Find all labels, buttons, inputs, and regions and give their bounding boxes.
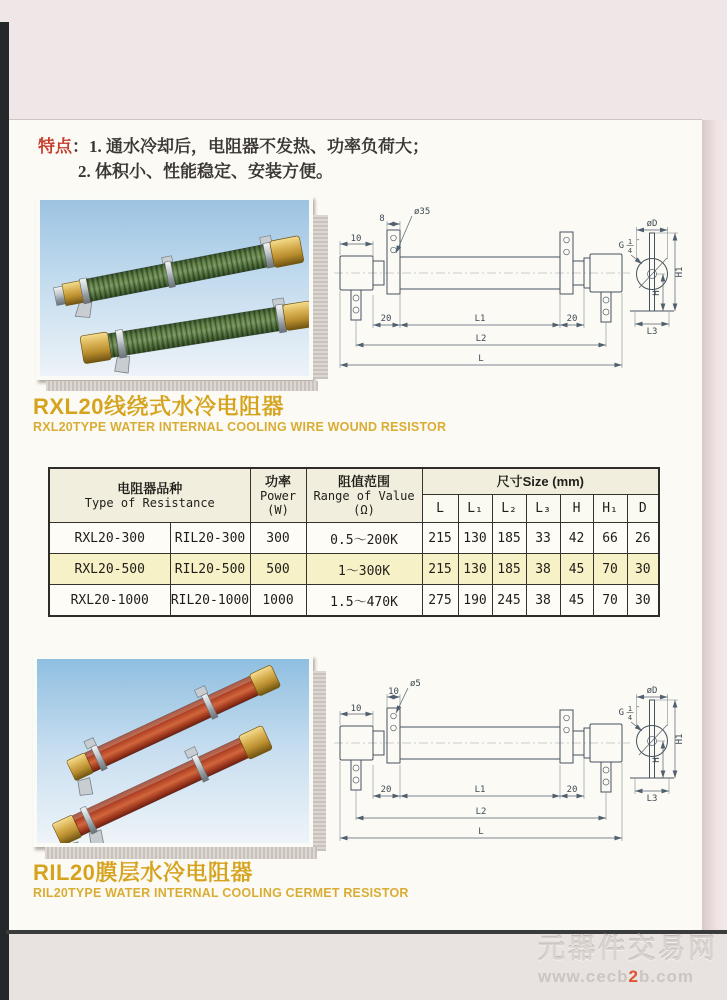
col-header-range: 阻值范围 Range of Value (Ω): [306, 468, 422, 523]
dim-l3-label: L3: [646, 327, 658, 337]
thread-unit: ″: [636, 705, 641, 713]
dim-sided-label: øD: [646, 686, 658, 696]
col-header-H: H: [560, 495, 593, 523]
col-header-D: D: [627, 495, 659, 523]
section2-title-en: RIL20TYPE WATER INTERNAL COOLING CERMET RESISTOR: [33, 886, 409, 900]
dim-20l-label: 20: [380, 785, 392, 795]
dim-cap-label: 10: [350, 704, 362, 714]
watermark-text: 元器件交易网: [538, 934, 718, 964]
dim-l1-label: L1: [474, 785, 486, 795]
features-label: 特点: [38, 137, 72, 156]
dim-l1-label: L1: [474, 314, 486, 324]
table-row: RXL20-300 RIL20-300 300 0.5～200K 215 130 185 33 42 66 26: [49, 523, 659, 554]
dim-clamp-label: 8: [379, 214, 385, 224]
section2-title-zh: RIL20膜层水冷电阻器: [33, 860, 253, 885]
drawing-ril20: [330, 656, 692, 846]
features-text1: 1. 通水冷却后，电阻器不发热、功率负荷大；: [89, 137, 429, 156]
table-row: RXL20-1000 RIL20-1000 1000 1.5～470K 275 190 245 38 45 70 30: [49, 585, 659, 617]
watermark: [538, 936, 718, 985]
thread-den: 4: [627, 247, 633, 255]
photo-wire-wound-resistors: [36, 196, 313, 380]
dim-l-label: L: [478, 354, 484, 364]
table-row: RXL20-500 RIL20-500 500 1～300K 215 130 185 38 45 70 30: [49, 554, 659, 585]
spec-table: [48, 467, 660, 617]
col-header-size: 尺寸Size (mm): [422, 468, 659, 495]
drawing1-main-view: [334, 230, 633, 347]
dim-l-label: L: [478, 827, 484, 837]
photo2-image: [37, 659, 309, 843]
thread-unit: ″: [636, 238, 641, 246]
dim-20r-label: 20: [566, 785, 578, 795]
photo1-image: [40, 200, 309, 376]
dim-l3-label: L3: [646, 794, 658, 804]
dim-l2-label: L2: [475, 807, 487, 817]
drawing2-side-view: [619, 686, 685, 804]
col-header-L: L: [422, 495, 458, 523]
dim-h1-label: H1: [675, 266, 685, 278]
dim-h-label: H: [652, 290, 662, 296]
col-header-type: 电阻器品种 Type of Resistance: [49, 468, 250, 523]
features-paragraph: [38, 134, 498, 184]
col-header-power: 功率 Power (W): [250, 468, 306, 523]
dim-cap-label: 10: [350, 234, 362, 244]
drawing2-main-view: [334, 708, 633, 820]
watermark-url: www.cecb2b.com: [538, 967, 695, 986]
drawing2-dimensions: [340, 679, 622, 841]
photo1-shadow-right: [313, 215, 328, 379]
col-header-L2: L₂: [492, 495, 526, 523]
col-header-L1: L₁: [458, 495, 492, 523]
features-colon: ：: [72, 137, 89, 156]
thread-num: 1: [627, 705, 633, 713]
dim-dia-label: ø5: [410, 679, 421, 689]
thread-g-label: G: [618, 241, 624, 251]
features-line2: [38, 159, 498, 184]
thread-num: 1: [627, 238, 633, 246]
drawing1-dimensions: [340, 207, 622, 368]
features-line1: [38, 134, 498, 159]
features-text2: 2. 体积小、性能稳定、安装方便。: [78, 162, 333, 181]
dim-l2-label: L2: [475, 334, 487, 344]
section1-title-en: RXL20TYPE WATER INTERNAL COOLING WIRE WOUND RESISTOR: [33, 420, 447, 434]
scan-left-edge: [0, 22, 9, 1000]
dim-sided-label: øD: [646, 219, 658, 229]
dim-20l-label: 20: [380, 314, 392, 324]
dim-clamp-label: 10: [388, 687, 399, 697]
watermark-url-digit: 2: [628, 967, 639, 986]
col-header-H1: H₁: [593, 495, 627, 523]
photo-cermet-resistors: [33, 655, 313, 847]
dim-h-label: H: [652, 757, 662, 763]
section1-title-zh: RXL20线绕式水冷电阻器: [33, 394, 284, 419]
thread-g-label: G: [618, 708, 624, 718]
scan-right-edge: [702, 120, 727, 933]
dim-h1-label: H1: [675, 733, 685, 745]
thread-den: 4: [627, 714, 633, 722]
drawing-rxl20: [330, 197, 692, 383]
drawing1-side-view: [619, 219, 685, 337]
col-header-L3: L₃: [526, 495, 560, 523]
dim-dia-label: ø35: [414, 207, 431, 217]
dim-20r-label: 20: [566, 314, 578, 324]
photo2-shadow-right: [313, 671, 326, 851]
